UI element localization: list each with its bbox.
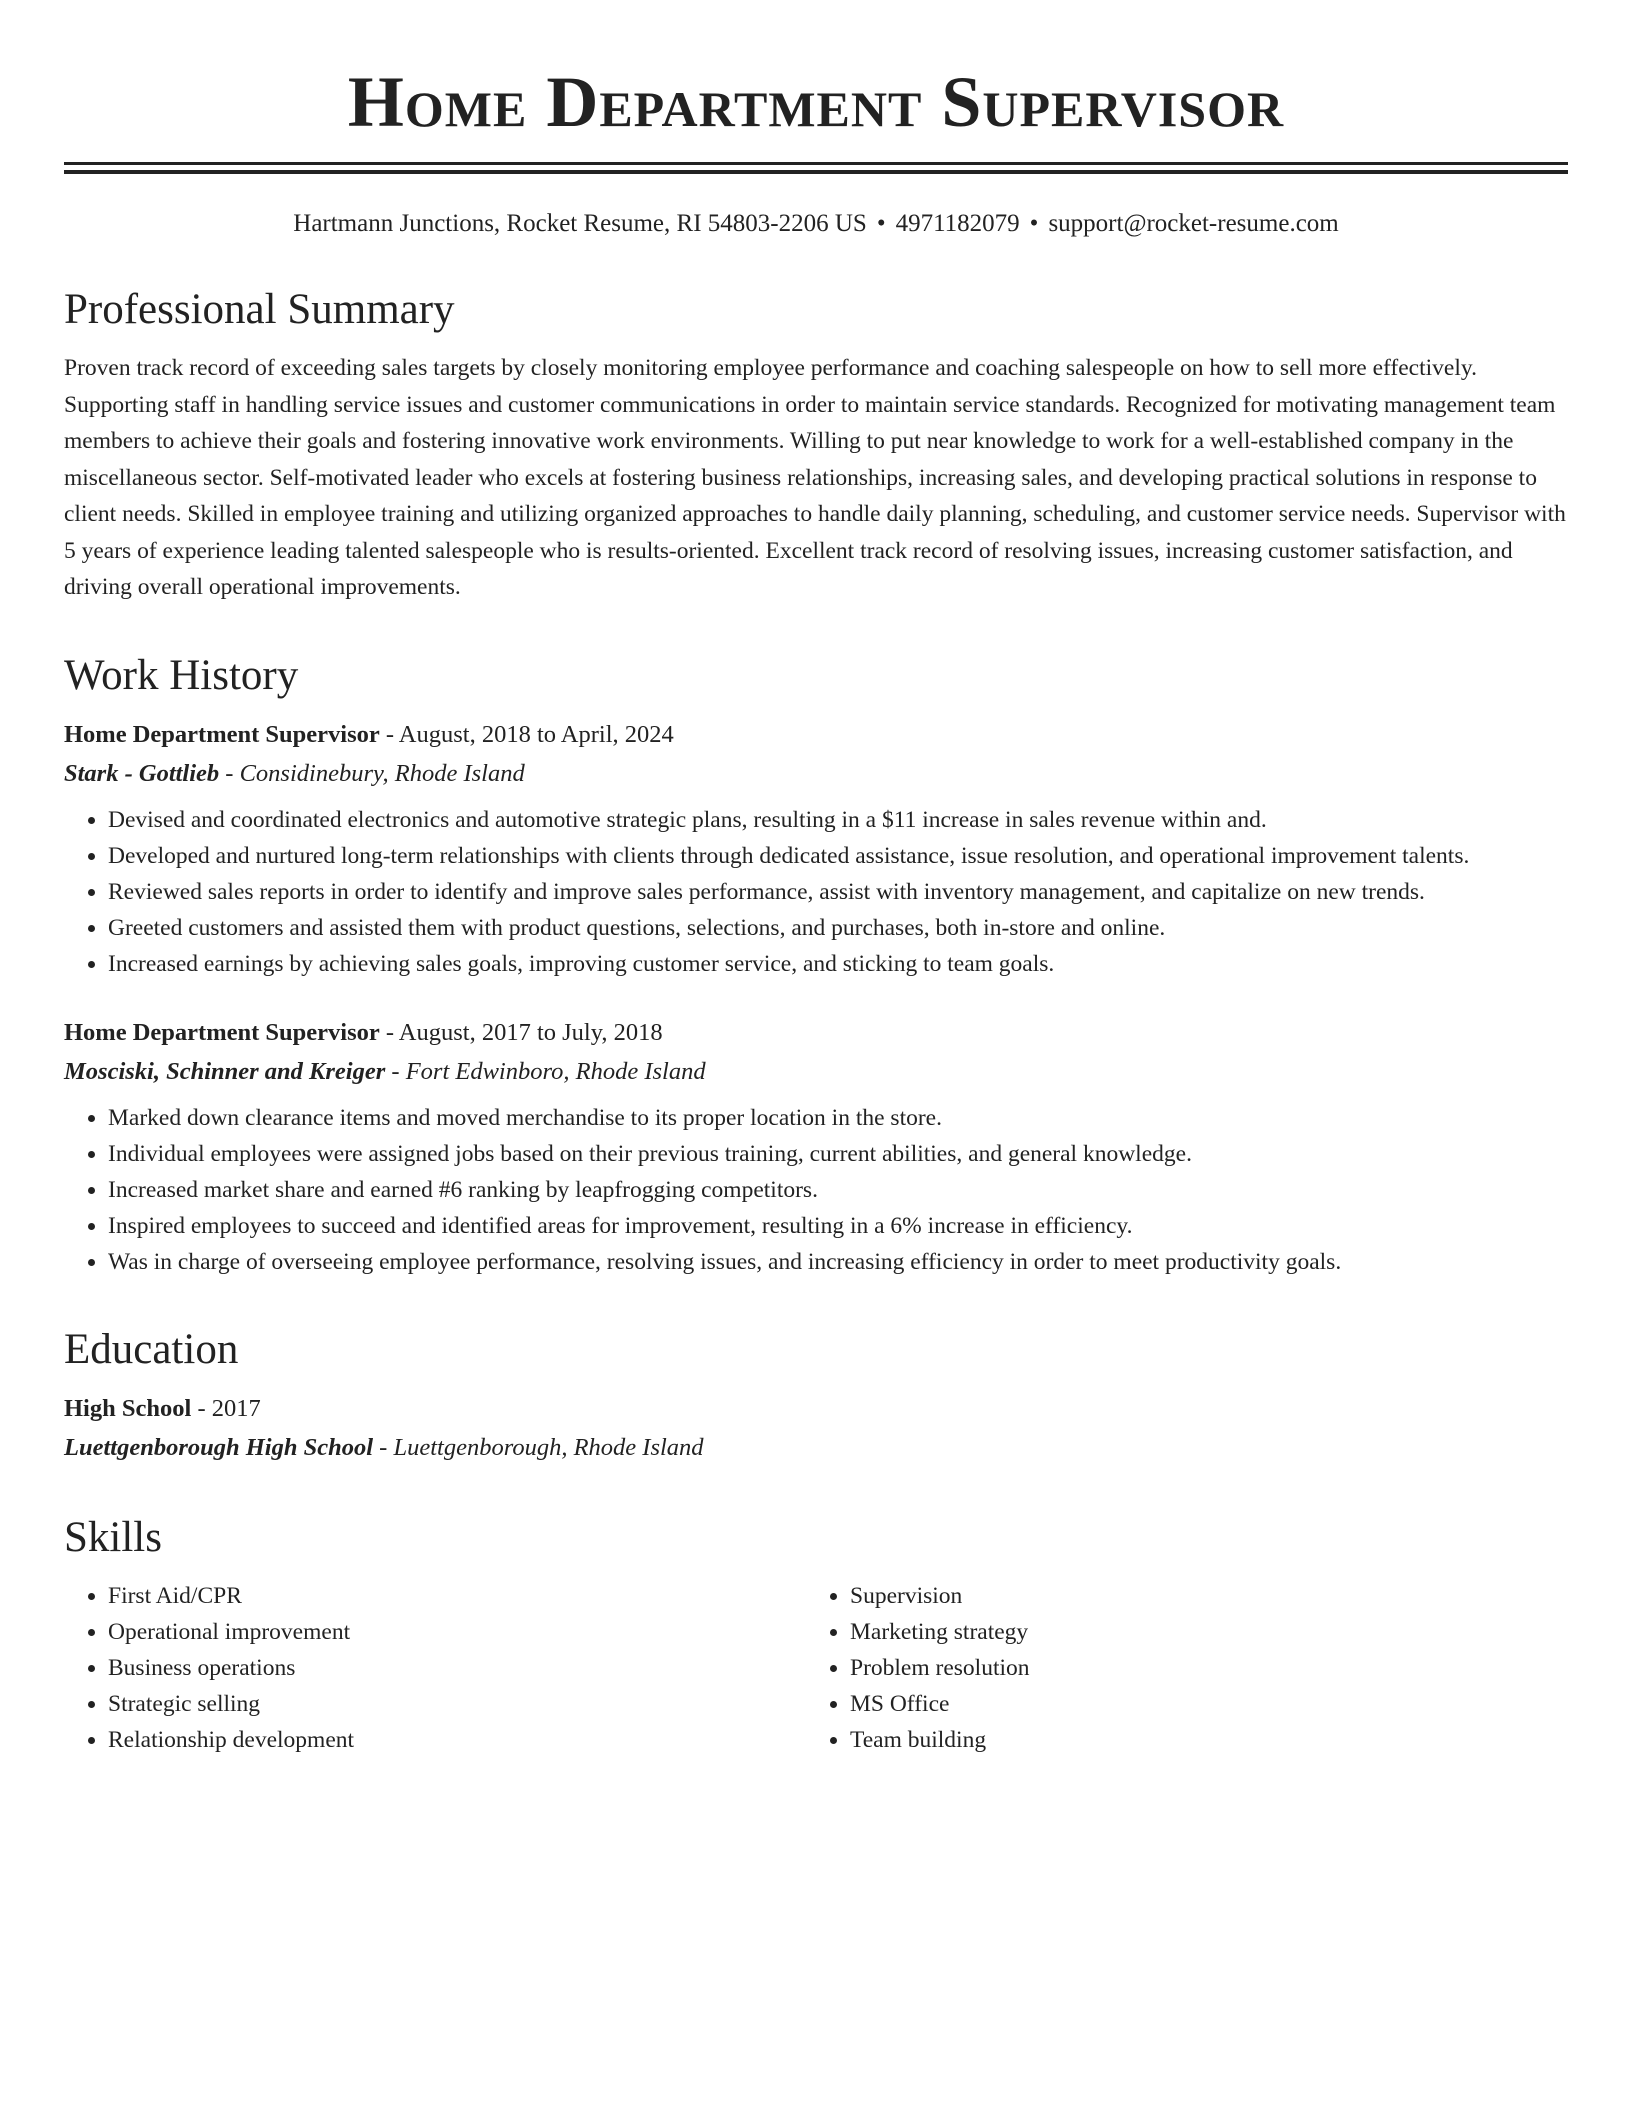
job-bullet: • Devised and coordinated electronics and automotive strategic plans, resulting in a $11 increase in sales revenue within and.: [108, 802, 1568, 838]
job-company-line: [64, 754, 1568, 794]
skill-item: • Problem resolution: [850, 1650, 1548, 1686]
job-company: Mosciski, Schinner and Kreiger: [64, 1057, 386, 1085]
education-heading: Education: [64, 1325, 239, 1373]
summary-text: Proven track record of exceeding sales targets by closely monitoring employee performance and coaching salespeople on how to sell more effectively. Supporting staff in handling service issues and customer communications in order to maintain service standards. Recognized for motivating management team members to achieve their goals and fostering innovative work environments. Willing to put near knowledge to work for a well-established company in the miscellaneous sector. Self-motivated leader who excels at fostering business relationships, increasing sales, and developing practical solutions in response to client needs. Skilled in employee training and utilizing organized approaches to handle daily planning, scheduling, and customer service needs. Supervisor with 5 years of experience leading talented salespeople who is results-oriented. Excellent track record of resolving issues, increasing customer satisfaction, and driving overall operational improvements.: [64, 355, 1566, 600]
contact-line: [64, 208, 1568, 240]
job-title-line: [64, 716, 1568, 754]
job-title: Home Department Supervisor: [64, 720, 380, 748]
skills-grid: [64, 1578, 1568, 1758]
contact-email: support@rocket-resume.com: [1048, 210, 1339, 237]
contact-phone: 4971182079: [895, 210, 1020, 237]
job-bullet: • Developed and nurtured long-term relationships with clients through dedicated assistance, issue resolution, and operational improvement talents.: [108, 838, 1568, 874]
title-divider: [64, 162, 1568, 174]
skill-item: • Strategic selling: [108, 1686, 806, 1722]
job-entry: [64, 1014, 1568, 1280]
education-school-line: [64, 1428, 1568, 1468]
job-bullet: • Individual employees were assigned jobs based on their previous training, current abilities, and general knowledge.: [108, 1136, 1568, 1172]
skill-item: • Operational improvement: [108, 1614, 806, 1650]
job-bullet: • Reviewed sales reports in order to identify and improve sales performance, assist with inventory management, and capitalize on new trends.: [108, 874, 1568, 910]
contact-address: Hartmann Junctions, Rocket Resume, RI 54803-2206 US: [293, 210, 867, 237]
job-bullet: • Increased market share and earned #6 ranking by leapfrogging competitors.: [108, 1172, 1568, 1208]
skill-item: • First Aid/CPR: [108, 1578, 806, 1614]
job-bullets: [64, 802, 1568, 982]
job-company-line: [64, 1052, 1568, 1092]
education-school: Luettgenborough High School: [64, 1433, 374, 1461]
resume-title: Home Department Supervisor: [347, 62, 1285, 142]
contact-separator: •: [876, 210, 886, 237]
job-bullet: • Increased earnings by achieving sales goals, improving customer service, and sticking to team goals.: [108, 946, 1568, 982]
skill-item: • MS Office: [850, 1686, 1548, 1722]
contact-separator: •: [1029, 210, 1039, 237]
job-bullet: • Greeted customers and assisted them with product questions, selections, and purchases, both in-store and online.: [108, 910, 1568, 946]
education-year: - 2017: [191, 1394, 261, 1422]
skill-item: • Marketing strategy: [850, 1614, 1548, 1650]
job-bullet: • Marked down clearance items and moved merchandise to its proper location in the store.: [108, 1100, 1568, 1136]
education-degree: High School: [64, 1394, 192, 1422]
education-entry: [64, 1390, 1568, 1468]
job-company: Stark - Gottlieb: [64, 759, 220, 787]
job-dates: - August, 2017 to July, 2018: [379, 1018, 663, 1046]
skill-item: • Supervision: [850, 1578, 1548, 1614]
work-history-heading: Work History: [64, 651, 299, 699]
job-title-line: [64, 1014, 1568, 1052]
job-bullet: • Inspired employees to succeed and identified areas for improvement, resulting in a 6% increase in efficiency.: [108, 1208, 1568, 1244]
skills-column-right: [806, 1578, 1548, 1758]
education-location: - Luettgenborough, Rhode Island: [373, 1433, 704, 1461]
job-dates: - August, 2018 to April, 2024: [379, 720, 674, 748]
job-entry: [64, 716, 1568, 982]
skill-item: • Business operations: [108, 1650, 806, 1686]
skills-column-left: [64, 1578, 806, 1758]
job-bullets: [64, 1100, 1568, 1280]
job-bullet: • Was in charge of overseeing employee performance, resolving issues, and increasing efficiency in order to meet productivity goals.: [108, 1244, 1568, 1280]
job-location: - Considinebury, Rhode Island: [219, 759, 525, 787]
job-location: - Fort Edwinboro, Rhode Island: [385, 1057, 706, 1085]
job-title: Home Department Supervisor: [64, 1018, 380, 1046]
skill-item: • Relationship development: [108, 1722, 806, 1758]
summary-heading: Professional Summary: [64, 286, 455, 333]
skills-heading: Skills: [64, 1513, 162, 1561]
skill-item: • Team building: [850, 1722, 1548, 1758]
education-degree-line: [64, 1390, 1568, 1428]
